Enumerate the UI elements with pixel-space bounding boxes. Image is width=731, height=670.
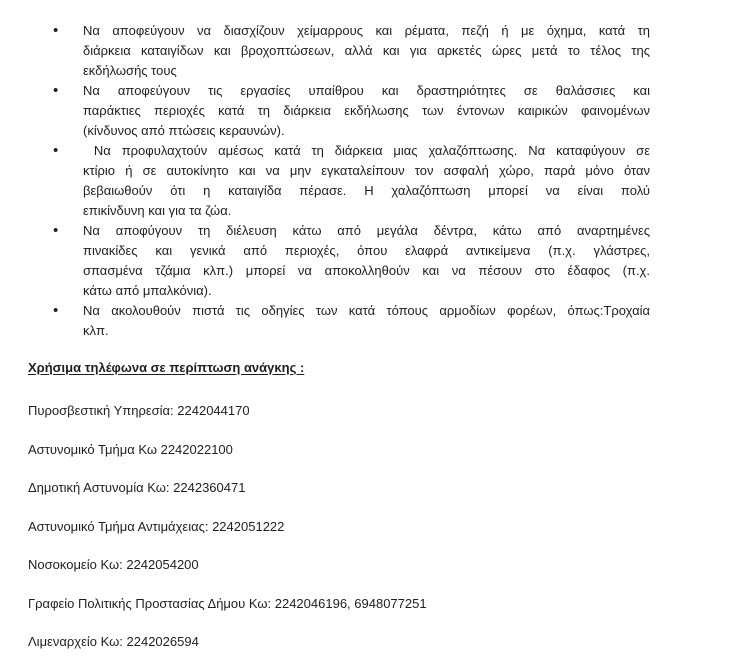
phone-entry-port-authority: Λιμεναρχείο Κω: 2242026594 <box>28 634 199 649</box>
bullet-line: εκδήλωσής τους <box>83 63 177 78</box>
bullet-item-hailstorm-shelter <box>83 141 650 221</box>
bullet-line: βεβαιωθούν ότι η καταιγίδα πέρασε. Η χαλαζόπτωση μπορεί να είναι πολύ <box>83 183 650 198</box>
bullet-line: πινακίδες και γενικά από περιοχές, όπου ελαφρά αντικείμενα (π.χ. γλάστρες, <box>83 243 650 258</box>
bullet-item-avoid-crossing-streams <box>83 21 650 81</box>
bullet-item-follow-authorities <box>83 301 650 341</box>
phone-entry-civil-protection: Γραφείο Πολιτικής Προστασίας Δήμου Κω: 2242046196, 6948077251 <box>28 595 427 611</box>
bullet-line: (κίνδυνος από πτώσεις κεραυνών). <box>83 123 285 138</box>
phone-entry-municipal-police: Δημοτική Αστυνομία Κω: 2242360471 <box>28 480 246 495</box>
bullet-item-avoid-trees-signs <box>83 221 650 301</box>
phone-list <box>28 401 731 652</box>
phone-entry-police-antimachia: Αστυνομικό Τμήμα Αντιμάχειας: 2242051222 <box>28 518 285 534</box>
bullet-line: κλπ. <box>83 323 109 338</box>
phone-entry-fire-service: Πυροσβεστική Υπηρεσία: 2242044170 <box>28 403 250 418</box>
bullet-line: • Να ακολουθούν πιστά τις οδηγίες των κατά τόπους αρμοδίων φορέων, όπως:Τροχαία <box>83 303 650 318</box>
bullet-line: σπασμένα τζάμια κλπ.) μπορεί να αποκολληθούν και να πέσουν στο έδαφος (π.χ. <box>83 263 650 278</box>
bullet-line: επικίνδυνη και για τα ζώα. <box>83 203 232 218</box>
emergency-phones-heading: Χρήσιμα τηλέφωνα σε περίπτωση ανάγκης : <box>28 360 305 375</box>
bullet-line: διάρκεια καταιγίδων και βροχοπτώσεων, αλλά και για αρκετές ώρες μετά το τέλος της <box>83 43 650 58</box>
bullet-item-avoid-outdoor-work <box>83 81 650 141</box>
phone-entry-police-kos: Αστυνομικό Τμήμα Κω 2242022100 <box>28 441 233 457</box>
bullet-line: • Να αποφύγουν τη διέλευση κάτω από μεγάλα δέντρα, κάτω από αναρτημένες <box>83 223 650 238</box>
bullet-line: • Να προφυλαχτούν αμέσως κατά τη διάρκεια μιας χαλαζόπτωσης. Να καταφύγουν σε <box>83 143 650 158</box>
phone-entry-hospital: Νοσοκομείο Κω: 2242054200 <box>28 557 199 572</box>
bullet-line: • Να αποφεύγουν τις εργασίες υπαίθρου και δραστηριότητες σε θαλάσσιες και <box>83 83 650 98</box>
bullet-line: κτίριο ή σε αυτοκίνητο και να μην εγκαταλείπουν τον ασφαλή χώρο, παρά μόνο όταν <box>83 163 650 178</box>
bullet-line: παράκτιες περιοχές κατά τη διάρκεια εκδήλωσης των έντονων καιρικών φαινομένων <box>83 103 650 118</box>
bullet-line: κάτω από μπαλκόνια). <box>83 283 212 298</box>
bullet-line: • Να αποφεύγουν να διασχίζουν χείμαρρους και ρέματα, πεζή ή με όχημα, κατά τη <box>83 23 650 38</box>
